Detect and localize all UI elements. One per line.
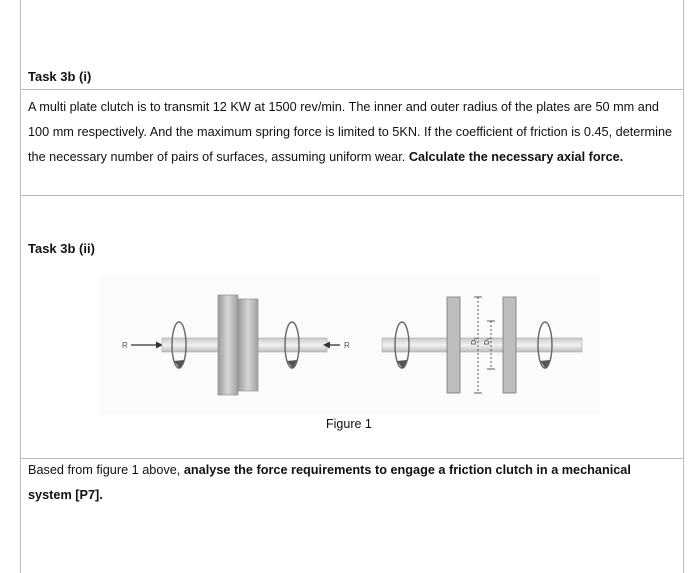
clutch-figure <box>100 275 600 415</box>
figure-caption: Figure 1 <box>326 417 372 431</box>
engaged-clutch-assembly <box>122 295 350 395</box>
task1-paragraph <box>28 95 678 170</box>
clutch-plate-left <box>218 295 238 395</box>
right-arrow-label: R <box>344 341 350 350</box>
divider-after-task1 <box>20 195 683 196</box>
driven-plate <box>503 297 516 393</box>
driving-plate <box>447 297 460 393</box>
outer-diameter-label: D₂ <box>471 337 478 345</box>
disengaged-clutch-assembly <box>382 297 582 393</box>
clutch-plate-right <box>238 299 258 391</box>
clutch-diagram <box>100 275 600 415</box>
task1-heading: Task 3b (i) <box>28 69 92 84</box>
task2-heading: Task 3b (ii) <box>28 241 95 256</box>
task2-text: Based from figure 1 above, <box>28 463 184 477</box>
left-arrow-label: R <box>122 341 128 350</box>
inner-diameter-label: D₁ <box>484 337 491 345</box>
task2-paragraph <box>28 458 678 508</box>
task2-bold-text: analyse the force requirements to engage a friction clutch in a mechanical system [P7]. <box>28 463 631 502</box>
task1-text: A multi plate clutch is to transmit 12 KW at 1500 rev/min. The inner and outer radius of the plates are 50 mm and 100 mm respectively. And the maximum spring force is limited to 5KN. If the coefficient of friction is 0.45, determine the necessary number of pairs of surfaces, assuming uniform wear. <box>28 100 673 164</box>
divider-top <box>20 89 683 90</box>
task1-bold-text: Calculate the necessary axial force. <box>408 150 624 164</box>
